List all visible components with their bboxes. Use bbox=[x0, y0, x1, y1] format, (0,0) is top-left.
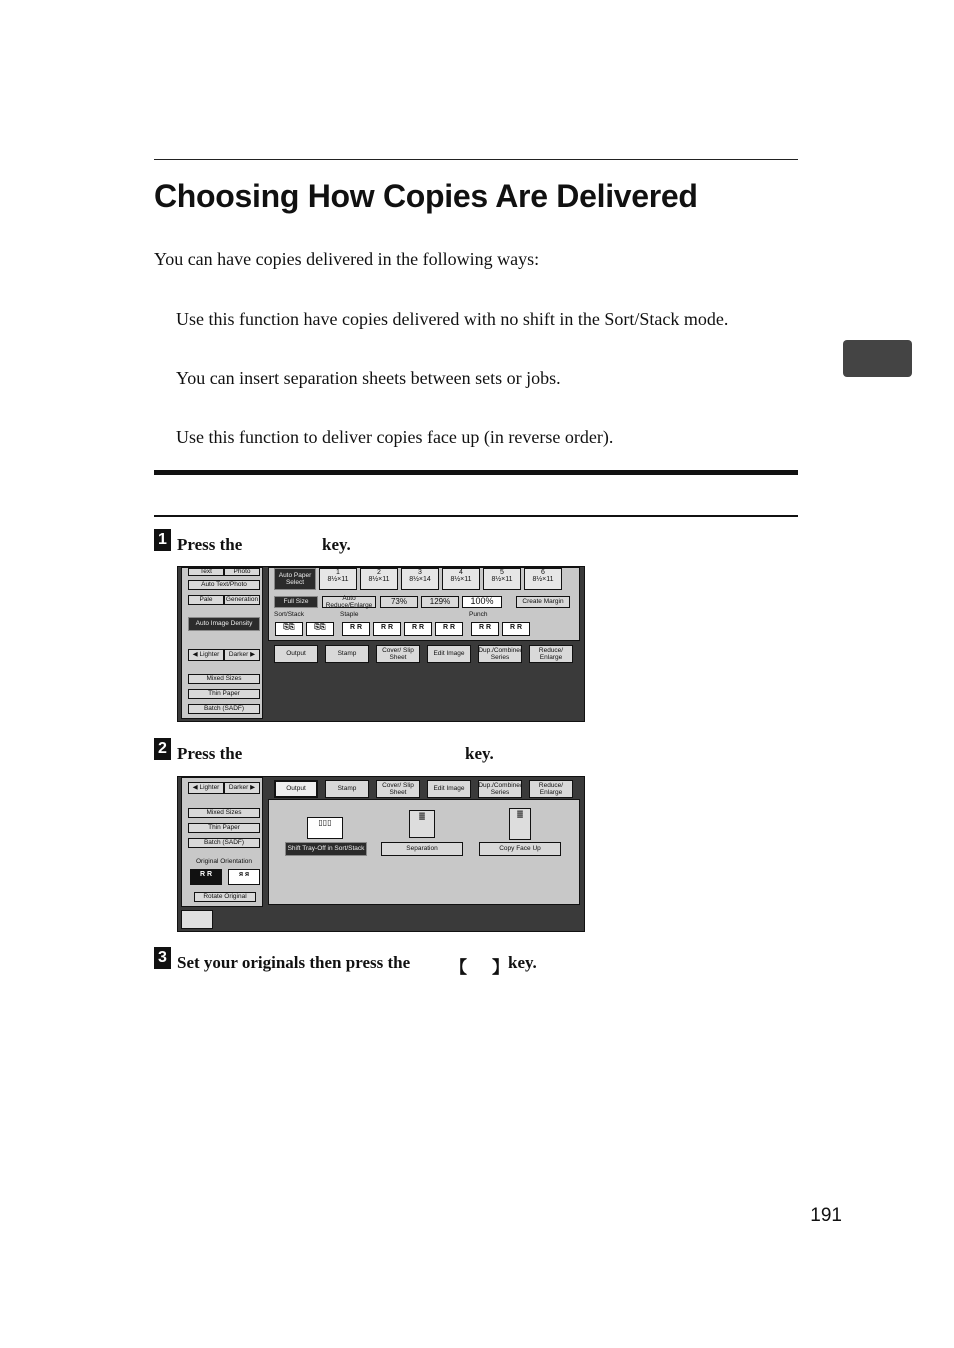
darker-button[interactable] bbox=[224, 649, 260, 661]
job-status-indicator bbox=[181, 910, 213, 929]
shift-tray-off-button[interactable]: Shift Tray-Off in Sort/Stack bbox=[285, 842, 367, 856]
tab-dup-combine-series[interactable]: Dup./Combine/ Series bbox=[478, 781, 522, 796]
batch-sadf-button[interactable]: Batch (SADF) bbox=[188, 838, 260, 848]
page-title: Choosing How Copies Are Delivered bbox=[154, 178, 698, 214]
tray-number: 3 bbox=[418, 569, 422, 576]
shift-tray-off-icon: ▯▯▯ bbox=[307, 817, 343, 839]
darker-button[interactable] bbox=[224, 782, 260, 794]
tray-size: 8½×11 bbox=[450, 576, 472, 583]
separation-button[interactable]: Separation bbox=[381, 842, 463, 856]
staple-label: Staple bbox=[340, 611, 359, 618]
full-size-button[interactable]: Full Size bbox=[274, 596, 318, 608]
ratio-display: 100% bbox=[462, 596, 502, 608]
pale-button[interactable]: Pale bbox=[188, 595, 224, 605]
left-panel bbox=[181, 777, 263, 907]
list-item: You can insert separation sheets between sets or jobs. bbox=[176, 368, 561, 388]
paper-ratio-area bbox=[268, 567, 580, 641]
tab-cover-slip-sheet[interactable]: Cover/ Slip Sheet bbox=[376, 780, 420, 798]
step-number: 3 bbox=[154, 947, 171, 969]
tray-size: 8½×11 bbox=[327, 576, 349, 583]
text-button[interactable]: Text bbox=[188, 568, 224, 576]
list-item: Use this function to deliver copies face up (in reverse order). bbox=[176, 427, 614, 447]
copier-screen-main bbox=[177, 566, 585, 722]
create-margin-button[interactable]: Create Margin bbox=[516, 596, 570, 608]
tray-number: 2 bbox=[377, 569, 381, 576]
stack-icon[interactable]: ⎘⎘ bbox=[306, 622, 334, 636]
tab-reduce-enlarge[interactable]: Reduce/ Enlarge bbox=[529, 645, 573, 663]
page-number: 191 bbox=[810, 1205, 842, 1226]
rotate-original-button[interactable]: Rotate Original bbox=[194, 892, 256, 902]
tab-stamp[interactable]: Stamp bbox=[325, 780, 369, 798]
punch-top-icon[interactable]: R R bbox=[502, 622, 530, 636]
tab-edit-image[interactable]: Edit Image bbox=[427, 645, 471, 663]
lighter-label: Lighter bbox=[199, 651, 220, 659]
tab-edit-image[interactable]: Edit Image bbox=[427, 780, 471, 798]
auto-paper-select-button[interactable]: Auto Paper Select bbox=[274, 568, 316, 590]
chapter-tab bbox=[843, 340, 912, 377]
tray-5-button[interactable] bbox=[483, 568, 521, 590]
intro-text: You can have copies delivered in the following ways: bbox=[154, 249, 540, 269]
step-text-end: key. bbox=[465, 744, 494, 763]
sort-stack-label: Sort/Stack bbox=[274, 611, 304, 618]
ratio-73-button[interactable]: 73% bbox=[380, 596, 418, 608]
tray-1-button[interactable] bbox=[319, 568, 357, 590]
header-rule bbox=[154, 159, 798, 160]
output-options-area bbox=[268, 799, 580, 905]
staple-bottom-icon[interactable]: R R bbox=[435, 622, 463, 636]
copy-face-up-icon: ≣ bbox=[509, 808, 531, 840]
tray-size: 8½×14 bbox=[409, 576, 431, 583]
tray-number: 4 bbox=[459, 569, 463, 576]
separation-icon: ≣ bbox=[409, 810, 435, 838]
thin-paper-button[interactable]: Thin Paper bbox=[188, 689, 260, 699]
step-number: 2 bbox=[154, 738, 171, 760]
list-item: Use this function have copies delivered with no shift in the Sort/Stack mode. bbox=[176, 309, 729, 329]
batch-sadf-button[interactable]: Batch (SADF) bbox=[188, 704, 260, 714]
tray-number: 1 bbox=[336, 569, 340, 576]
darker-label: Darker bbox=[228, 651, 249, 659]
orientation-sideways-icon[interactable]: ᴙ ᴙ bbox=[228, 869, 260, 885]
tray-3-button[interactable] bbox=[401, 568, 439, 590]
staple-double-icon[interactable]: R R bbox=[404, 622, 432, 636]
key-bracket-close: 】 bbox=[492, 958, 509, 977]
tab-reduce-enlarge[interactable]: Reduce/ Enlarge bbox=[529, 780, 573, 798]
step-text-end: key. bbox=[508, 953, 537, 972]
step-number: 1 bbox=[154, 529, 171, 551]
staple-top-right-icon[interactable]: R R bbox=[373, 622, 401, 636]
tab-cover-slip-sheet[interactable]: Cover/ Slip Sheet bbox=[376, 645, 420, 663]
left-arrow-icon: ◀ bbox=[192, 784, 200, 792]
punch-left-icon[interactable]: R R bbox=[471, 622, 499, 636]
orientation-upright-icon[interactable]: R R bbox=[190, 869, 222, 885]
sort-icon[interactable]: ⎘⎘ bbox=[275, 622, 303, 636]
generation-button[interactable]: Generation bbox=[225, 596, 259, 604]
step-text: Set your originals then press the bbox=[177, 953, 411, 972]
step-text: Press the bbox=[177, 744, 243, 763]
section-rule bbox=[154, 470, 798, 475]
lighter-button[interactable] bbox=[188, 649, 224, 661]
auto-image-density-button[interactable]: Auto Image Density bbox=[188, 617, 260, 631]
tray-size: 8½×11 bbox=[368, 576, 390, 583]
step-text: Press the bbox=[177, 535, 243, 554]
thin-paper-button[interactable]: Thin Paper bbox=[188, 823, 260, 833]
tab-output[interactable]: Output bbox=[274, 645, 318, 663]
darker-label: Darker bbox=[228, 784, 249, 792]
punch-label: Punch bbox=[469, 611, 488, 618]
right-arrow-icon: ▶ bbox=[248, 784, 256, 792]
tray-size: 8½×11 bbox=[532, 576, 554, 583]
tab-output[interactable]: Output bbox=[274, 780, 318, 798]
lighter-label: Lighter bbox=[199, 784, 220, 792]
procedure-rule bbox=[154, 515, 798, 517]
tray-number: 6 bbox=[541, 569, 545, 576]
step-text-end: key. bbox=[322, 535, 351, 554]
copy-face-up-button[interactable]: Copy Face Up bbox=[479, 842, 561, 856]
left-panel bbox=[181, 567, 263, 719]
tray-4-button[interactable] bbox=[442, 568, 480, 590]
tray-2-button[interactable] bbox=[360, 568, 398, 590]
tab-stamp[interactable]: Stamp bbox=[325, 645, 369, 663]
tray-number: 5 bbox=[500, 569, 504, 576]
left-arrow-icon: ◀ bbox=[192, 651, 200, 659]
auto-text-photo-button[interactable]: Auto Text/Photo bbox=[188, 580, 260, 590]
auto-reduce-enlarge-button[interactable]: Auto Reduce/Enlarge bbox=[322, 596, 376, 608]
original-orientation-label: Original Orientation bbox=[196, 858, 252, 865]
right-arrow-icon: ▶ bbox=[248, 651, 256, 659]
mixed-sizes-button[interactable]: Mixed Sizes bbox=[188, 674, 260, 684]
photo-button[interactable]: Photo bbox=[224, 568, 260, 576]
copier-screen-output bbox=[177, 776, 585, 932]
tray-6-button[interactable] bbox=[524, 568, 562, 590]
tab-dup-combine-series[interactable]: Dup./Combine/ Series bbox=[478, 646, 522, 661]
tray-size: 8½×11 bbox=[491, 576, 513, 583]
key-bracket-open: 【 bbox=[450, 958, 467, 977]
mixed-sizes-button[interactable]: Mixed Sizes bbox=[188, 808, 260, 818]
lighter-button[interactable] bbox=[188, 782, 224, 794]
ratio-129-button[interactable]: 129% bbox=[421, 596, 459, 608]
staple-top-left-icon[interactable]: R R bbox=[342, 622, 370, 636]
